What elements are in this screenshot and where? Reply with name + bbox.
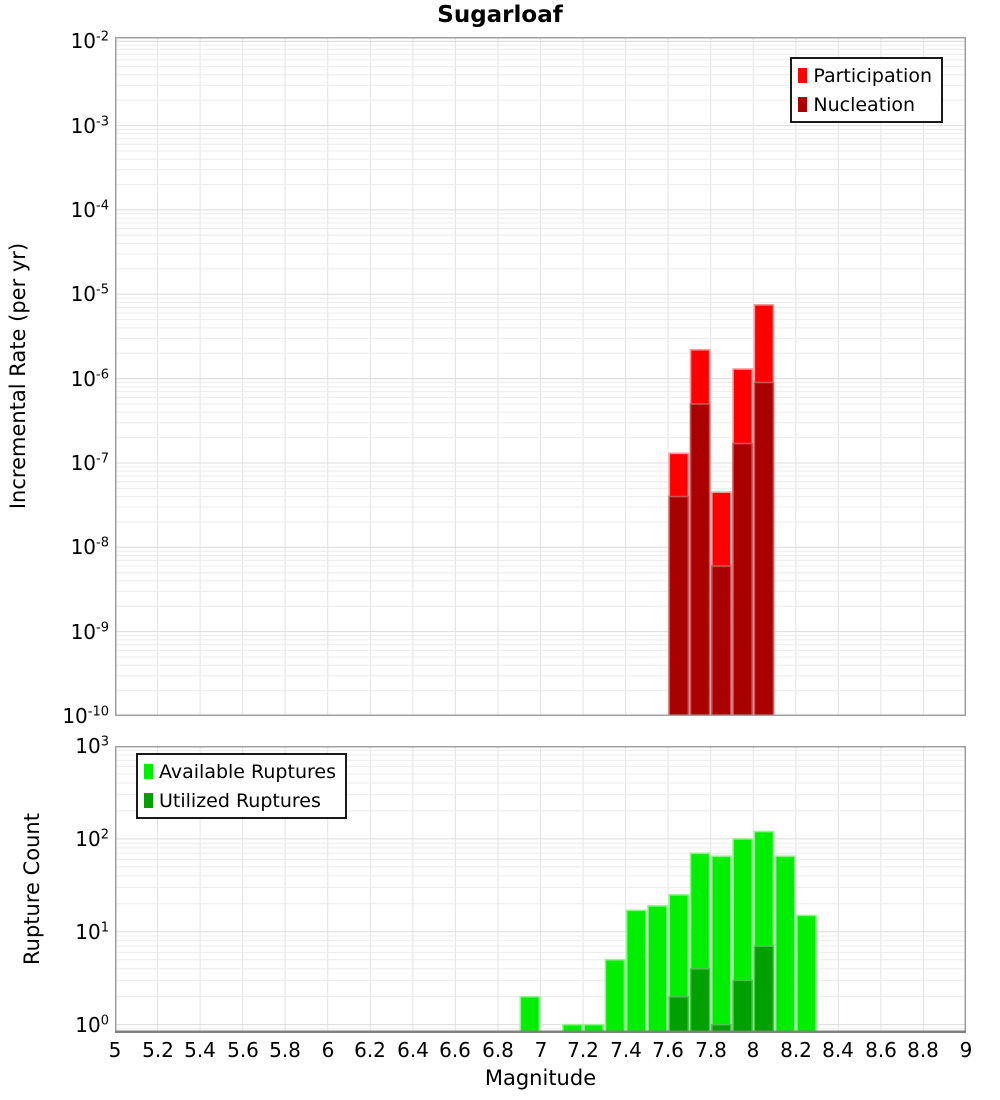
- y-tick-label: [0, 26, 109, 56]
- y-tick-base: 10: [75, 734, 101, 758]
- y-tick-exponent: 1: [100, 920, 109, 936]
- y-tick-label: [0, 279, 109, 309]
- x-tick-label: 7.6: [652, 1038, 684, 1062]
- y-tick-label: [0, 195, 109, 225]
- y-tick-base: 10: [75, 827, 101, 851]
- y-tick-label: [0, 731, 109, 761]
- nucleation-bar: [733, 444, 752, 716]
- y-tick-label: [0, 824, 109, 854]
- nucleation-swatch: [798, 97, 807, 112]
- y-tick-exponent: 2: [100, 827, 109, 843]
- x-tick-label: 6.4: [397, 1038, 429, 1062]
- available-ruptures-bar: [776, 856, 795, 1033]
- x-tick-label: 8.6: [865, 1038, 897, 1062]
- utilized-ruptures-bar: [754, 946, 773, 1033]
- legend-label: Utilized Ruptures: [159, 789, 321, 812]
- nucleation-bar: [669, 497, 688, 716]
- y-tick-base: 10: [70, 114, 97, 138]
- y-tick-label: [0, 617, 109, 647]
- utilized-ruptures-bar: [669, 997, 688, 1033]
- nucleation-bar: [712, 566, 731, 716]
- legend-entry: [798, 90, 932, 119]
- y-tick-exponent: -6: [96, 367, 109, 383]
- y-tick-exponent: 3: [100, 734, 109, 750]
- participation-swatch: [798, 68, 807, 83]
- y-axis-title-rupture-count: Rupture Count: [20, 813, 44, 965]
- y-tick-exponent: -3: [96, 114, 109, 130]
- y-tick-label: [0, 917, 109, 947]
- y-tick-label: [0, 111, 109, 141]
- y-tick-label: [0, 1010, 109, 1040]
- y-tick-exponent: -7: [96, 451, 109, 467]
- x-tick-label: 5: [108, 1038, 122, 1062]
- x-tick-label: 9: [959, 1038, 973, 1062]
- x-tick-label: 5.6: [227, 1038, 259, 1062]
- y-tick-base: 10: [70, 451, 97, 475]
- x-tick-label: 8.2: [780, 1038, 812, 1062]
- y-tick-base: 10: [70, 198, 97, 222]
- y-tick-base: 10: [70, 367, 97, 391]
- x-axis-title: Magnitude: [484, 1066, 597, 1090]
- x-tick-label: 5.8: [269, 1038, 301, 1062]
- available-ruptures-swatch: [144, 764, 153, 779]
- y-tick-exponent: -8: [96, 535, 109, 551]
- x-tick-label: 6.2: [354, 1038, 386, 1062]
- x-tick-label: 6.8: [482, 1038, 514, 1062]
- y-tick-base: 10: [75, 1013, 101, 1037]
- gridlines: [115, 37, 966, 716]
- utilized-ruptures-swatch: [144, 793, 153, 808]
- y-tick-base: 10: [75, 920, 101, 944]
- y-tick-label: [0, 448, 109, 478]
- y-tick-base: 10: [70, 29, 97, 53]
- x-tick-label: 7.8: [695, 1038, 727, 1062]
- x-tick-label: 7: [534, 1038, 548, 1062]
- legend-label: Nucleation: [813, 93, 916, 116]
- incremental-rate-plot-area: [115, 37, 966, 716]
- y-axis-title-incremental-rate: Incremental Rate (per yr): [6, 242, 30, 510]
- utilized-ruptures-bar: [691, 969, 710, 1033]
- y-tick-exponent: -2: [96, 29, 109, 45]
- available-ruptures-bar: [520, 997, 539, 1033]
- available-ruptures-bar: [797, 915, 816, 1033]
- x-tick-label: 8.4: [822, 1038, 854, 1062]
- legend-entry: [144, 786, 336, 815]
- y-tick-base: 10: [70, 620, 97, 644]
- y-tick-exponent: 0: [100, 1013, 109, 1029]
- x-tick-label: 8: [746, 1038, 760, 1062]
- y-tick-base: 10: [70, 535, 97, 559]
- legend-entry: [798, 61, 932, 90]
- nucleation-bar: [691, 404, 710, 716]
- y-tick-label: [0, 364, 109, 394]
- legend-entry: [144, 757, 336, 786]
- available-ruptures-bar: [605, 960, 624, 1033]
- x-tick-label: 6.6: [439, 1038, 471, 1062]
- y-tick-exponent: -9: [96, 620, 109, 636]
- available-ruptures-bar: [648, 906, 667, 1033]
- x-tick-label: 5.2: [142, 1038, 174, 1062]
- y-tick-exponent: -5: [96, 282, 109, 298]
- rupture-count-legend: [136, 753, 347, 819]
- utilized-ruptures-bar: [733, 980, 752, 1033]
- legend-label: Available Ruptures: [159, 760, 336, 783]
- chart-title: Sugarloaf: [437, 2, 563, 28]
- x-tick-label: 6: [321, 1038, 335, 1062]
- y-tick-base: 10: [62, 704, 88, 728]
- x-tick-label: 7.2: [567, 1038, 599, 1062]
- x-tick-label: 5.4: [184, 1038, 216, 1062]
- legend-label: Participation: [813, 64, 932, 87]
- y-tick-label: [0, 532, 109, 562]
- available-ruptures-bar: [712, 856, 731, 1033]
- y-tick-exponent: -10: [87, 704, 109, 720]
- incremental-rate-legend: [790, 57, 943, 123]
- x-tick-label: 8.8: [907, 1038, 939, 1062]
- y-tick-base: 10: [70, 282, 97, 306]
- x-tick-label: 7.4: [610, 1038, 642, 1062]
- available-ruptures-bar: [627, 910, 646, 1033]
- incremental-rate-canvas: [115, 37, 966, 716]
- y-tick-exponent: -4: [96, 198, 109, 214]
- y-tick-label: [0, 701, 109, 731]
- nucleation-bar: [754, 382, 773, 716]
